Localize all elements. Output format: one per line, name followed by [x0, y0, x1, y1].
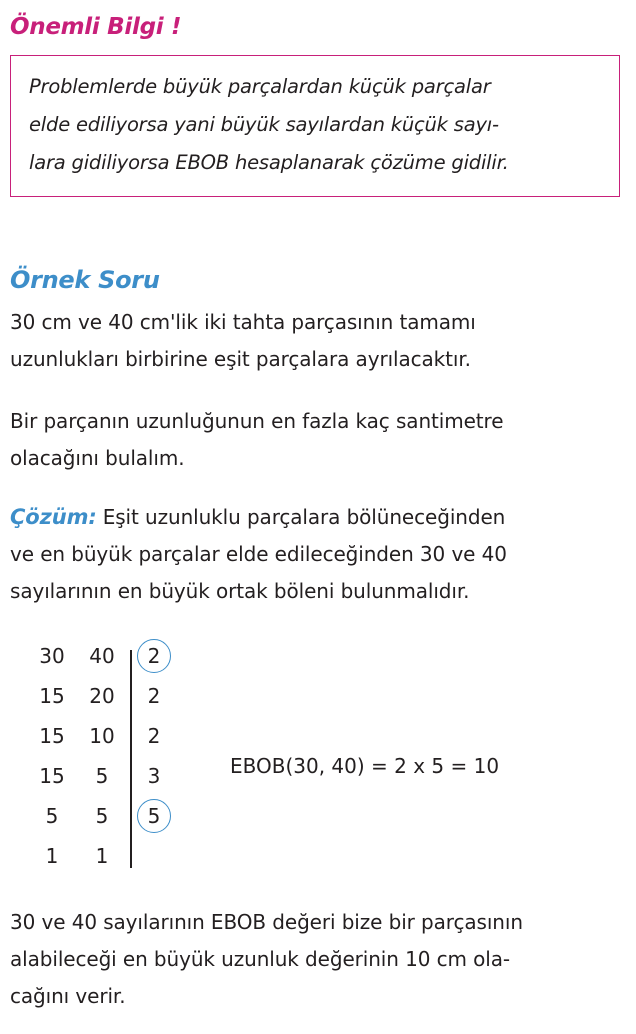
divisor-cell: 2: [147, 724, 161, 748]
divisor-circle: [137, 799, 171, 833]
info-line-text: Problemlerde büyük parçalardan küçük parçalar: [29, 75, 491, 98]
divisor-cell: 2: [147, 644, 161, 668]
dividend-cell: 5: [95, 804, 109, 828]
divisor-circle: [137, 639, 171, 673]
dividend-cell: 40: [89, 644, 115, 668]
conclusion-line: 30 ve 40 sayılarının EBOB değeri bize bir parçasının: [10, 910, 523, 934]
ask-text: [10, 403, 628, 477]
question-line: 30 cm ve 40 cm'lik iki tahta parçasının tamamı: [10, 310, 476, 334]
divisor-cell: 3: [147, 764, 161, 788]
divisor-cell: 5: [147, 804, 161, 828]
conclusion-line: cağını verir.: [10, 984, 126, 1008]
solution-text: [10, 499, 628, 610]
dividend-cell: 5: [45, 804, 59, 828]
solution-line: sayılarının en büyük ortak böleni bulunmalıdır.: [10, 579, 470, 603]
ebob-formula: EBOB(30, 40) = 2 x 5 = 10: [230, 754, 500, 778]
dividend-cell: 1: [95, 844, 109, 868]
example-title: Örnek Soru: [10, 266, 160, 294]
info-line: [29, 68, 605, 106]
solution-line-text: Eşit uzunluklu parçalara bölüneceğinden: [102, 505, 506, 529]
ask-line: Bir parçanın uzunluğunun en fazla kaç santimetre: [10, 409, 504, 433]
dividend-cell: 5: [95, 764, 109, 788]
conclusion-line: alabileceği en büyük uzunluk değerinin 10 cm ola-: [10, 947, 511, 971]
conclusion-text: [10, 904, 628, 1015]
dividend-cell: 15: [39, 724, 65, 748]
info-title: Önemli Bilgi !: [10, 14, 182, 40]
dividend-cell: 15: [39, 684, 65, 708]
dividend-cell: 20: [89, 684, 115, 708]
question-line: uzunlukları birbirine eşit parçalara ayrılacaktır.: [10, 347, 471, 371]
ask-line: olacağını bulalım.: [10, 446, 185, 470]
dividend-cell: 30: [39, 644, 65, 668]
dividend-cell: 1: [45, 844, 59, 868]
dividend-cell: 15: [39, 764, 65, 788]
division-table: [30, 640, 190, 870]
solution-line: ve en büyük parçalar elde edileceğinden 30 ve 40: [10, 542, 507, 566]
division-divider-line: [130, 650, 132, 868]
dividend-cell: 10: [89, 724, 115, 748]
info-box: [10, 55, 620, 197]
info-line: lara gidiliyorsa EBOB hesaplanarak çözüme gidilir.: [29, 151, 509, 174]
solution-label: Çözüm:: [10, 505, 97, 529]
solution-line: [10, 499, 628, 536]
info-line: elde ediliyorsa yani büyük sayılardan küçük sayı-: [29, 113, 499, 136]
divisor-cell: 2: [147, 684, 161, 708]
question-text: [10, 304, 628, 378]
